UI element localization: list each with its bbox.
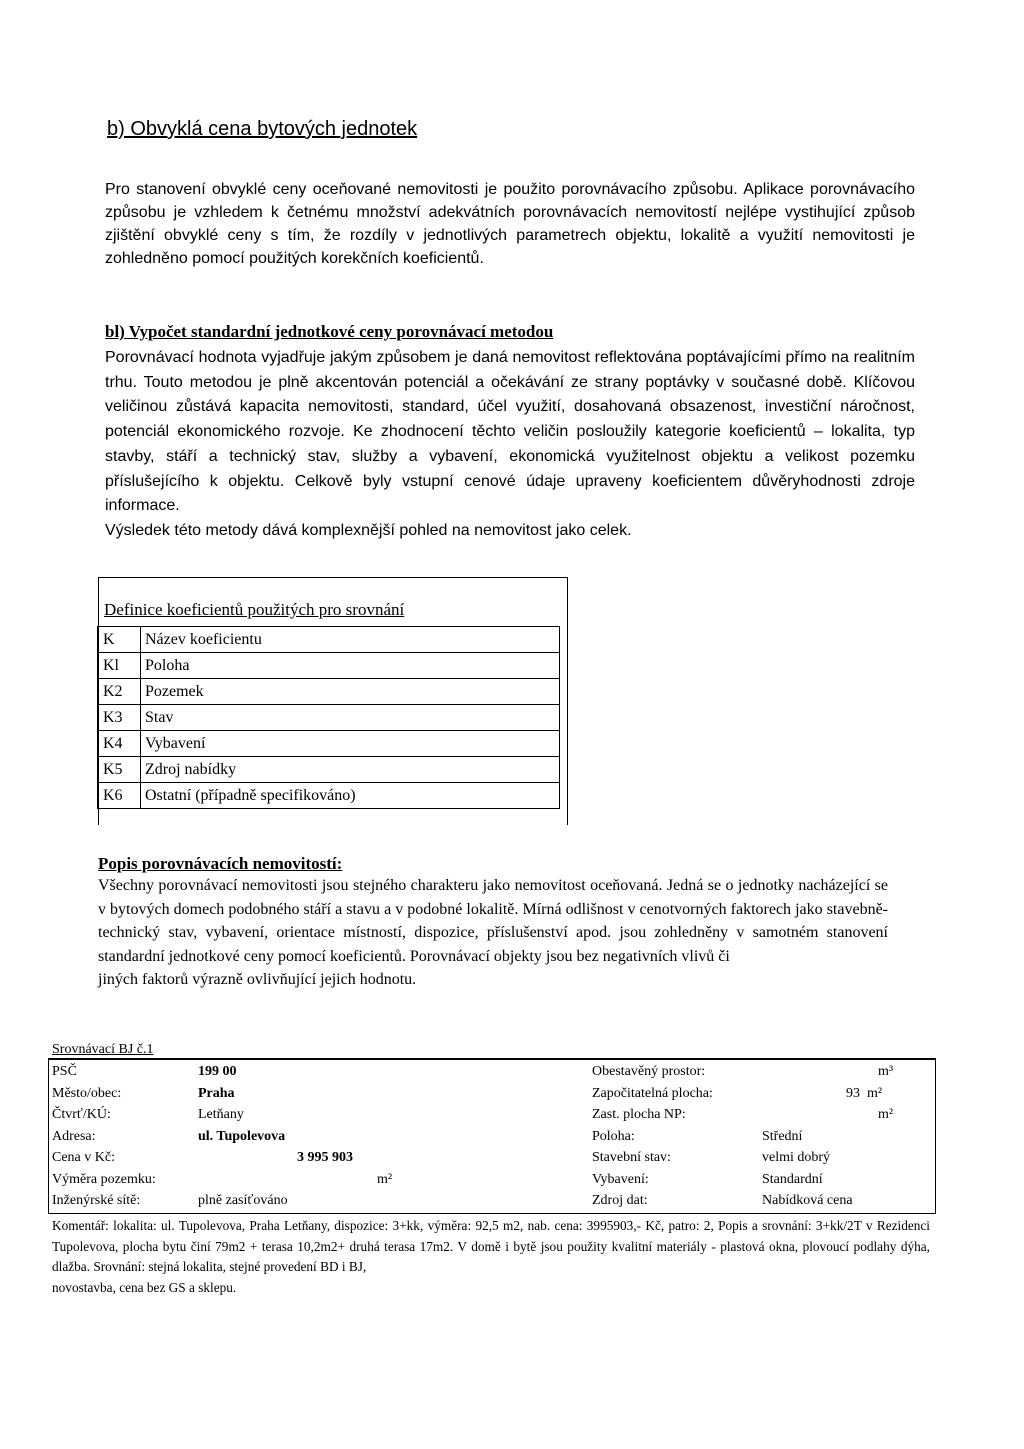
field-value: plně zasíťováno [198,1193,288,1208]
field-value: Praha [198,1085,235,1101]
table-row [98,731,560,757]
method-paragraph-text: Porovnávací hodnota vyjadřuje jakým způsobem je daná nemovitost reflektována poptávajícími přímo na realitním trhu. Touto metodou je plně akcentován potenciál a očekávání ze strany poptávky v současné době. Klíčovou veličinou zůstává kapacita nemovitosti, standard, účel využití, dosahovaná obsazenost, investiční náročnost, potenciál ekonomického rozvoje. Ke zhodnocení těchto veličin posloužily kategorie koeficientů – lokalita, typ stavby, stáří a technický stav, služby a vybavení, ekonomická využitelnost objektu a velikost pozemku příslušejícího k objektu. Celkově byly vstupní cenové údaje upraveny koeficientem důvěryhodnosti zdroje informace. [105,349,915,515]
table-row [98,783,560,809]
comparison-comment [52,1216,930,1298]
coef-name: Vybavení [141,731,560,757]
field-label: Cena v Kč: [52,1150,115,1165]
coefficients-table [97,626,560,809]
table-row [98,679,560,705]
field-value: Nabídková cena [762,1193,853,1208]
coef-code: Kl [98,653,141,679]
field-label: Započitatelná plocha: [592,1085,713,1101]
coef-name: Stav [141,705,560,731]
field-label: Vybavení: [592,1171,649,1187]
table-row [98,757,560,783]
comment-text: Komentář: lokalita: ul. Tupolevova, Praha Letňany, dispozice: 3+kk, výměra: 92,5 m2, nab. cena: 3995903,- Kč, patro: 2, Popis a srovnání: 3+kk/2T v Rezidenci Tupolevova, plocha bytu činí 79m2 + terasa 10,2m2+ druhá terasa 17m2. V domě i bytě jsou použity kvalitní materiály - plastová okna, plovoucí podlahy dýha, dlažba. Srovnání: stejná lokalita, stejné provedení BD i BJ, [52,1218,930,1274]
field-label: Čtvrť/KÚ: [52,1107,111,1122]
field-label: Stavební stav: [592,1150,671,1165]
table-row [52,1170,932,1192]
field-label: Zast. plocha NP: [592,1107,686,1122]
method-paragraph-last: Výsledek této metody dává komplexnější pohled na nemovitost jako celek. [105,521,632,539]
table-row [52,1148,932,1170]
field-value: m² [878,1107,894,1122]
field-value: 3 995 903 [297,1150,353,1165]
coef-code: K6 [98,783,141,809]
field-label: Zdroj dat: [592,1193,648,1208]
table-row [98,627,560,653]
coefficients-title: Definice koeficientů použitých pro srovnání [104,600,405,619]
table-row [98,653,560,679]
method-paragraph [105,346,915,544]
table-row [52,1191,932,1213]
table-row [98,705,560,731]
field-value: m³ [878,1064,894,1079]
field-value: m² [377,1171,393,1187]
field-value: Letňany [198,1107,244,1122]
field-value: velmi dobrý [762,1150,831,1165]
table-row [52,1084,932,1106]
coef-name: Poloha [141,653,560,679]
intro-paragraph: Pro stanovení obvyklé ceny oceňované nemovitosti je použito porovnávacího způsobu. Aplikace porovnávacího způsobu je vzhledem k četnému množství adekvátních porovnávacích nemovitostí nejlépe vystihující způsob zjištění obvyklé ceny s tím, že rozdíly v jednotlivých parametrech objektu, lokalitě a využití nemovitosti je zohledněno pomocí použitých korekčních koeficientů. [105,181,915,267]
description-paragraph-text: Všechny porovnávací nemovitosti jsou stejného charakteru jako nemovitost oceňovaná. Jedná se o jednotky nacházející se v bytových domech podobného stáří a stavu a v podobné lokalitě. Mírná odlišnost v cenotvorných faktorech jako stavebně-technický stav, vybavení, orientace místností, dispozice, příslušenství apod. jsou zohledněny v samotném stanovení standardní jednotkové ceny pomocí koeficientů. Porovnávací objekty jsou bez negativních vlivů či [98,877,888,965]
field-value: ul. Tupolevova [198,1128,286,1144]
field-value: 93 m² [846,1085,883,1101]
coef-name: Pozemek [141,679,560,705]
coef-code: K2 [98,679,141,705]
description-paragraph-last: jiných faktorů výrazně ovlivňující jejich hodnotu. [98,971,417,988]
field-value: Standardní [762,1171,823,1187]
table-row [52,1105,932,1127]
field-label: Výměra pozemku: [52,1171,156,1187]
section-title: b) Obvyklá cena bytových jednotek [107,118,418,140]
table-row [52,1127,932,1149]
field-label: Poloha: [592,1128,635,1144]
coef-name: Zdroj nabídky [141,757,560,783]
field-label: Obestavěný prostor: [592,1064,706,1079]
method-title: bl) Vypočet standardní jednotkové ceny porovnávací metodou [105,322,554,341]
comparison-title: Srovnávací BJ č.1 [52,1042,154,1057]
comparison-table [52,1062,932,1213]
field-label: Město/obec: [52,1085,122,1101]
table-row [52,1062,932,1084]
coef-code: K5 [98,757,141,783]
coef-code: K [98,627,141,653]
comment-text-last: novostavba, cena bez GS a sklepu. [52,1279,237,1295]
coef-name: Ostatní (případně specifikováno) [141,783,560,809]
field-label: Inženýrské sítě: [52,1193,141,1208]
coef-code: K4 [98,731,141,757]
field-label: PSČ [52,1064,77,1079]
coef-name: Název koeficientu [141,627,560,653]
field-label: Adresa: [52,1128,96,1144]
field-value: 199 00 [198,1064,237,1079]
description-title: Popis porovnávacích nemovitostí: [98,854,343,873]
coef-code: K3 [98,705,141,731]
field-value: Střední [762,1128,803,1144]
description-paragraph [98,874,888,992]
